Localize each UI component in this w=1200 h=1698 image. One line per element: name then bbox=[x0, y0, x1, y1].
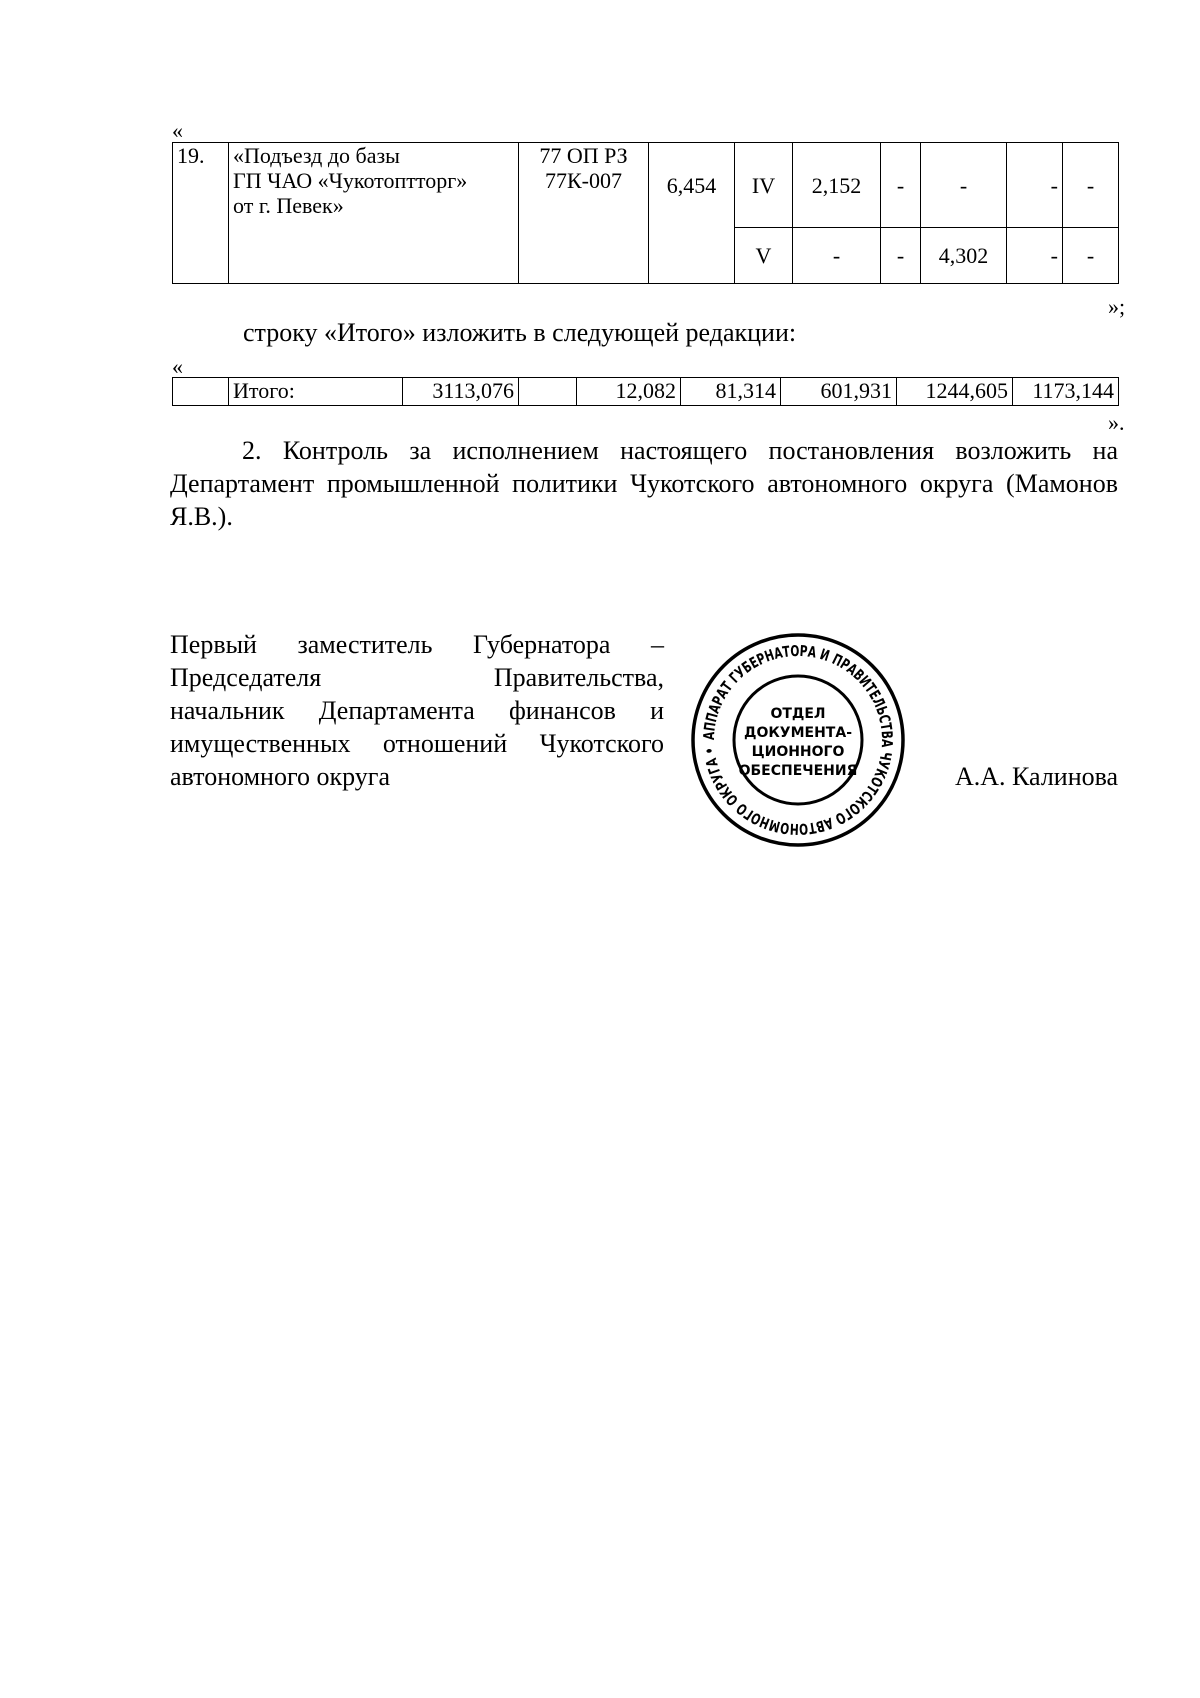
open-quote-top: « bbox=[172, 118, 183, 143]
value-cell: - bbox=[1007, 143, 1063, 228]
value-cell: 4,302 bbox=[921, 228, 1007, 284]
total-row bbox=[173, 378, 1119, 406]
road-name-line: ГП ЧАО «Чукотоптторг» bbox=[233, 168, 468, 193]
instruction-text: строку «Итого» изложить в следующей редакции: bbox=[243, 318, 797, 347]
value-cell: - bbox=[1007, 228, 1063, 284]
signatory-position bbox=[170, 628, 664, 793]
paragraph-2: 2. Контроль за исполнением настоящего постановления возложить на Департамент промышленной политики Чукотского автономного округа (Мамонов Я.В.). bbox=[170, 436, 1118, 531]
empty-cell bbox=[173, 378, 229, 406]
total-value: 3113,076 bbox=[403, 378, 519, 406]
signatory-name: А.А. Калинова bbox=[955, 762, 1119, 791]
road-table bbox=[172, 142, 1119, 284]
table-row bbox=[173, 143, 1119, 228]
total-value: 601,931 bbox=[781, 378, 897, 406]
row-number: 19. bbox=[173, 143, 229, 284]
total-value: 81,314 bbox=[681, 378, 781, 406]
total-value: 1173,144 bbox=[1013, 378, 1119, 406]
value-cell: - bbox=[921, 143, 1007, 228]
total-table bbox=[172, 377, 1119, 406]
position-line: автономного округа bbox=[170, 762, 390, 791]
category-cell: IV bbox=[735, 143, 793, 228]
total-value: 12,082 bbox=[577, 378, 681, 406]
category-cell: V bbox=[735, 228, 793, 284]
value-cell: 2,152 bbox=[793, 143, 881, 228]
position-line: имущественных отношений Чукотского bbox=[170, 729, 664, 758]
stamp-center-line: ДОКУМЕНТА- bbox=[743, 725, 853, 741]
position-line: Первый заместитель Губернатора – bbox=[170, 630, 664, 659]
position-line: Председателя Правительства, bbox=[170, 663, 664, 692]
total-label: Итого: bbox=[229, 378, 403, 406]
road-code-line: 77К-007 bbox=[545, 168, 622, 193]
position-line: начальник Департамента финансов и bbox=[170, 696, 664, 725]
value-cell: - bbox=[1063, 228, 1119, 284]
road-name-line: «Подъезд до базы bbox=[233, 143, 400, 168]
stamp-center-line: ЦИОННОГО bbox=[751, 744, 845, 760]
total-value: 1244,605 bbox=[897, 378, 1013, 406]
stamp-outer-text: АППАРАТ ГУБЕРНАТОРА И ПРАВИТЕЛЬСТВА ЧУКОТСКОГО АВТОНОМНОГО ОКРУГА • bbox=[699, 641, 897, 839]
road-name bbox=[229, 143, 519, 284]
road-name-line: от г. Певек» bbox=[233, 193, 344, 218]
stamp-center-line: ОБЕСПЕЧЕНИЯ bbox=[738, 763, 858, 779]
stamp-center-line: ОТДЕЛ bbox=[770, 706, 826, 722]
close-quote-top: »; bbox=[1108, 294, 1126, 319]
value-cell: - bbox=[793, 228, 881, 284]
value-cell: - bbox=[881, 228, 921, 284]
close-quote-total: ». bbox=[1108, 410, 1125, 435]
official-stamp bbox=[688, 630, 908, 850]
road-length: 6,454 bbox=[649, 143, 735, 284]
total-value bbox=[519, 378, 577, 406]
road-code-line: 77 ОП РЗ bbox=[539, 143, 628, 168]
road-code bbox=[519, 143, 649, 284]
value-cell: - bbox=[881, 143, 921, 228]
value-cell: - bbox=[1063, 143, 1119, 228]
open-quote-total: « bbox=[172, 354, 183, 379]
